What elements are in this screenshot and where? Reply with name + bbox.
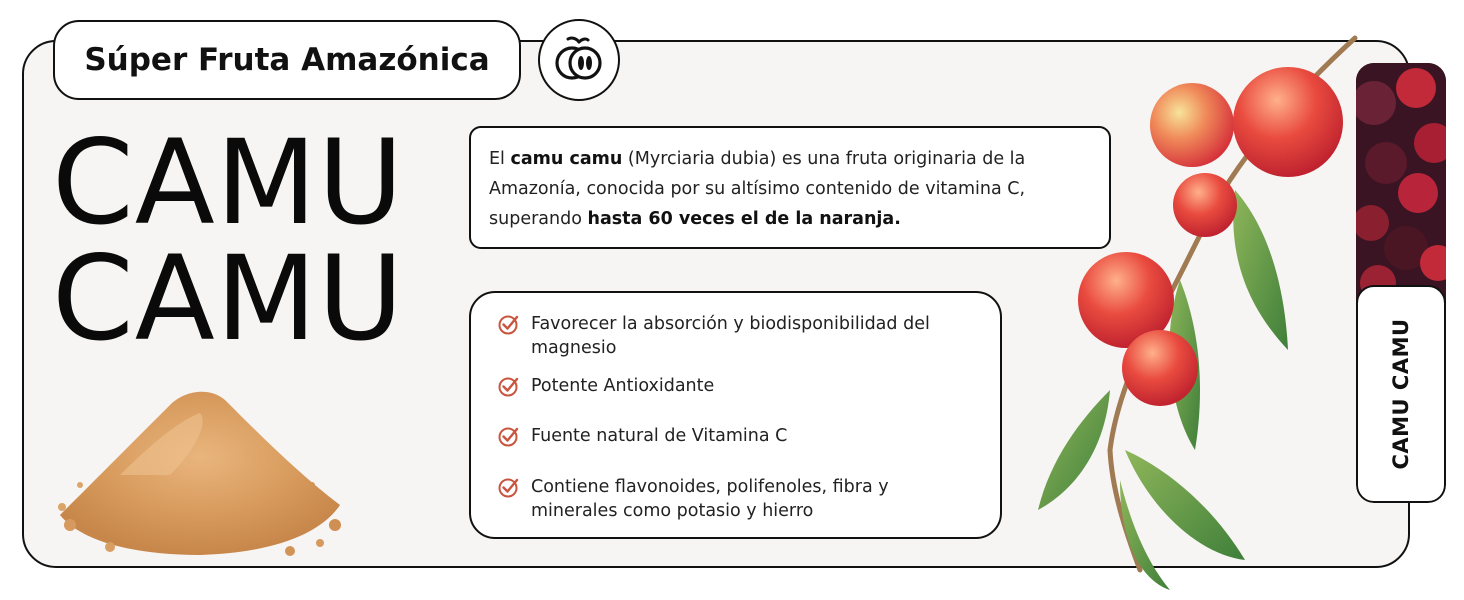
powder-pile-image (50, 375, 350, 560)
benefit-item (497, 475, 967, 523)
benefit-text: Contiene flavonoides, polifenoles, fibra y minerales como potasio y hierro (531, 477, 889, 521)
product-name (52, 114, 472, 367)
description-bold-name: camu camu (510, 149, 623, 169)
fruit-badge (538, 19, 620, 101)
side-tab (1356, 63, 1446, 503)
header-title: Súper Fruta Amazónica (84, 42, 490, 78)
description-text-2: (Myrciaria dubia) es una fruta originaria de la Amazonía, conocida por su altísimo contenido de vitamina C, superando (489, 149, 1026, 229)
check-circle-icon (497, 475, 521, 499)
benefit-text: Favorecer la absorción y biodisponibilidad del magnesio (531, 314, 930, 358)
benefit-item (497, 374, 967, 398)
header-title-pill (53, 20, 521, 100)
product-name-line1: CAMU (52, 114, 405, 251)
benefits-box (469, 291, 1002, 539)
benefit-text: Potente Antioxidante (531, 376, 715, 396)
benefit-item (497, 312, 967, 360)
camu-camu-branch-image (1020, 30, 1360, 595)
berries-photo (1356, 63, 1446, 303)
check-circle-icon (497, 374, 521, 398)
benefit-text: Fuente natural de Vitamina C (531, 426, 788, 446)
side-label: CAMU CAMU (1389, 318, 1413, 470)
description-box (469, 126, 1111, 249)
check-circle-icon (497, 424, 521, 448)
benefit-item (497, 424, 967, 448)
description-text-1: El (489, 149, 511, 169)
side-label-box (1356, 285, 1446, 503)
check-circle-icon (497, 312, 521, 336)
product-name-line2: CAMU (52, 230, 405, 367)
fruit-halves-icon (552, 33, 606, 87)
description-bold-claim: hasta 60 veces el de la naranja. (587, 209, 901, 229)
